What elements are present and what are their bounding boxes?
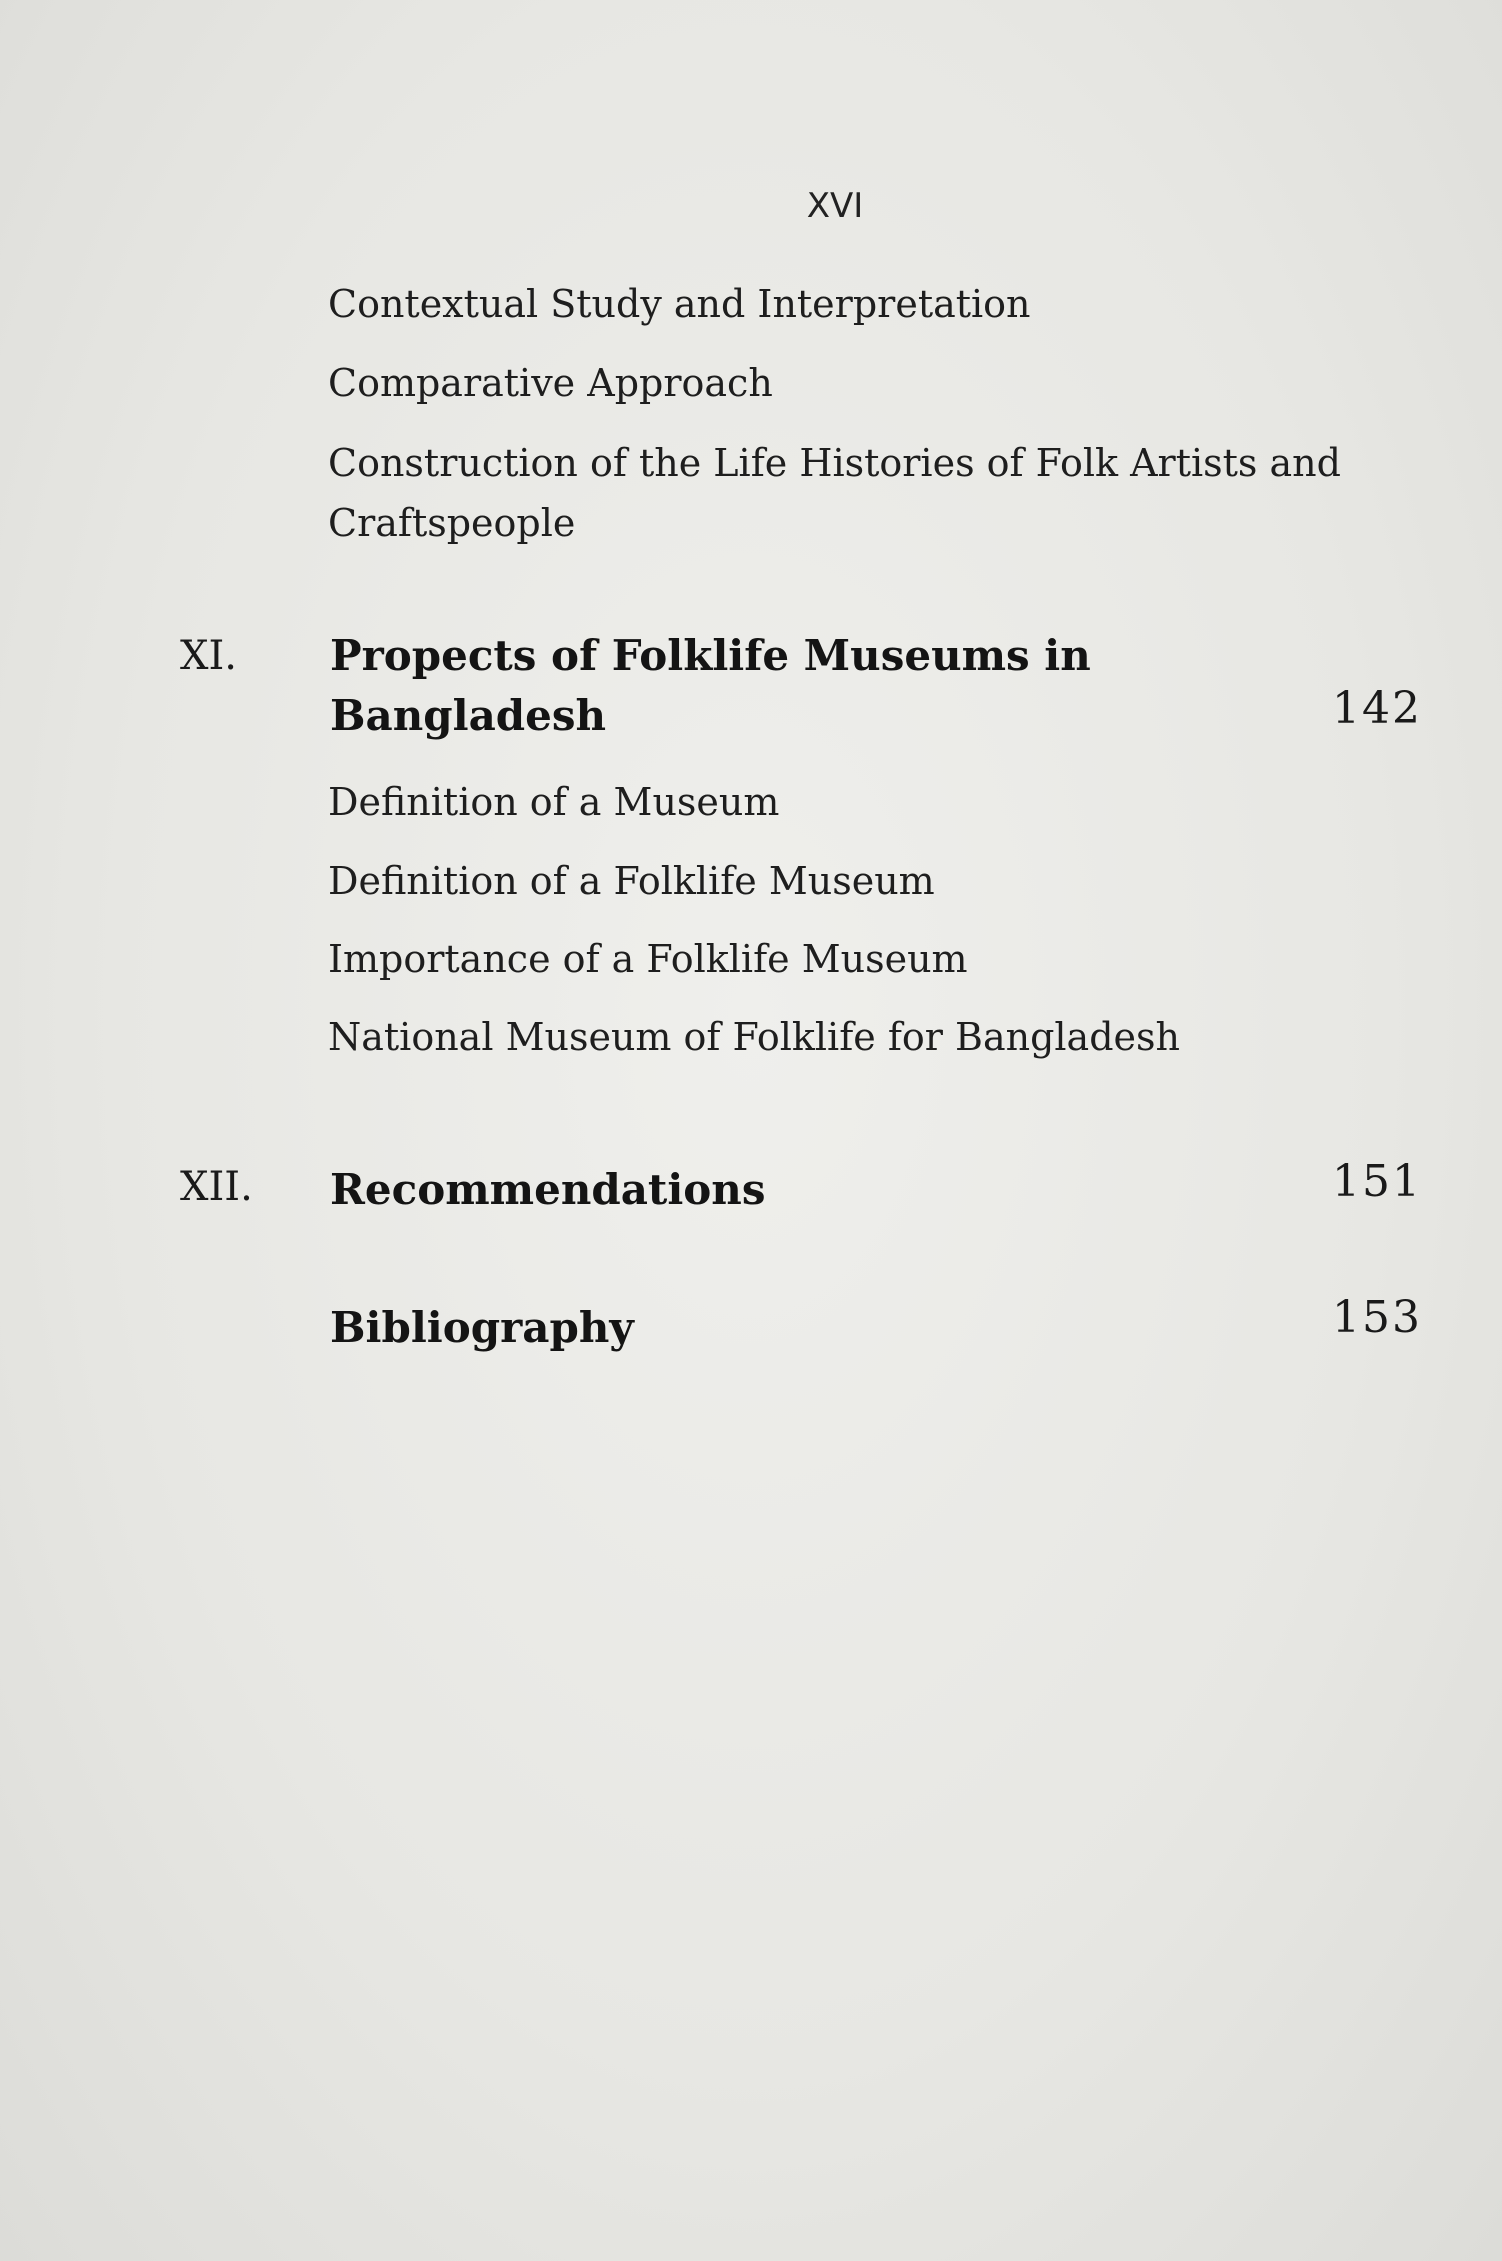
chapter-page: 142 [1332, 683, 1422, 734]
toc-subitem: Construction of the Life Histories of Folk Artists and Craftspeople [328, 441, 1341, 545]
toc-subitem: Definition of a Museum [328, 780, 780, 824]
toc-subitem: Definition of a Folklife Museum [328, 859, 935, 903]
chapter-numeral: XI. [180, 633, 237, 679]
toc-subitem: Comparative Approach [328, 361, 773, 405]
page-number: XVI [806, 186, 864, 226]
chapter-page: 153 [1332, 1292, 1422, 1343]
chapter-title: Recommendations [330, 1165, 766, 1214]
chapter-title: Bibliography [330, 1303, 634, 1352]
chapter-title: Propects of Folklife Museums in Bangladesh [330, 631, 1091, 740]
chapter-page: 151 [1332, 1156, 1422, 1207]
chapter-numeral: XII. [180, 1164, 253, 1210]
toc-subitem: Contextual Study and Interpretation [328, 282, 1031, 326]
toc-subitem: Importance of a Folklife Museum [328, 937, 968, 981]
toc-subitem: National Museum of Folklife for Bangladesh [328, 1015, 1180, 1059]
